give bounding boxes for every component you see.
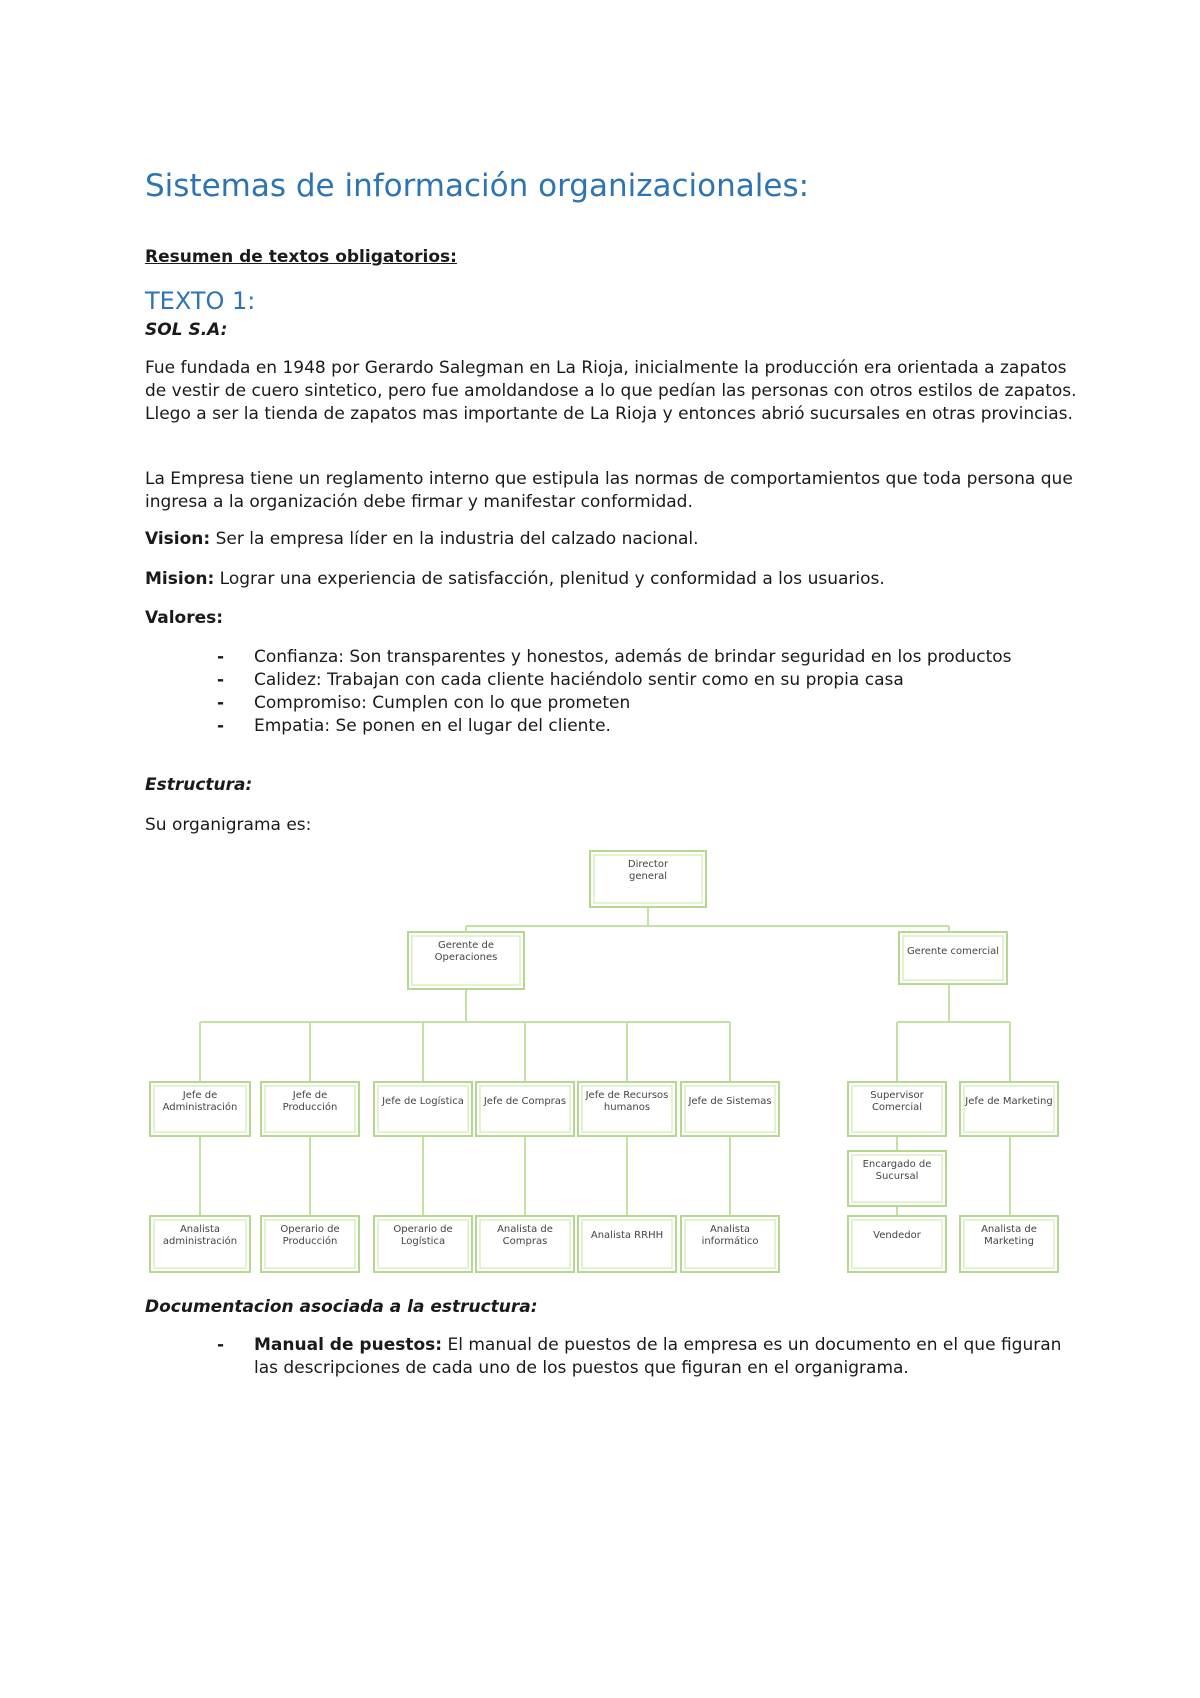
org-node-label: Producción — [282, 1102, 338, 1113]
org-box — [681, 1082, 779, 1136]
documentacion-list — [145, 1334, 1080, 1380]
org-node-label: Encargado de — [862, 1159, 932, 1170]
org-node-operario-logistica — [374, 1216, 472, 1272]
org-node-label: Analista — [709, 1224, 751, 1235]
org-node-label: Director — [627, 859, 669, 870]
org-node-director — [590, 851, 706, 907]
org-node-jefe-rrhh — [578, 1082, 676, 1136]
org-node-label: Gerente de — [437, 940, 495, 951]
paragraph-reglamento: La Empresa tiene un reglamento interno que estipula las normas de comportamientos que toda persona que ingresa a la organización debe firmar y manifestar conformidad. — [145, 469, 1073, 512]
org-node-label: Jefe de Compras — [483, 1096, 567, 1107]
org-node-label: Comercial — [871, 1102, 923, 1113]
mision-label: Mision: — [145, 569, 215, 589]
org-node-supervisor-comercial — [848, 1082, 946, 1136]
org-node-gerente-comercial — [899, 932, 1007, 984]
org-box — [960, 1082, 1058, 1136]
org-node-operario-produccion — [261, 1216, 359, 1272]
subtitle: Resumen de textos obligatorios: — [145, 247, 457, 267]
org-node-label: Jefe de Sistemas — [688, 1096, 772, 1107]
section-heading: TEXTO 1: — [145, 287, 256, 315]
manual-puestos-label: Manual de puestos: — [254, 1335, 443, 1355]
org-node-label: Analista RRHH — [590, 1230, 664, 1241]
org-node-jefe-compras — [476, 1082, 574, 1136]
org-node-jefe-administracion — [150, 1082, 250, 1136]
org-node-vendedor — [848, 1216, 946, 1272]
valores-label: Valores: — [145, 608, 224, 628]
company-name: SOL S.A: — [145, 320, 228, 340]
org-node-label: humanos — [603, 1102, 651, 1113]
org-node-label: Logística — [400, 1236, 446, 1247]
org-node-label: Operario de — [393, 1224, 453, 1235]
mision-text: Lograr una experiencia de satisfacción, plenitud y conformidad a los usuarios. — [214, 569, 885, 589]
org-node-gerente-operaciones — [408, 932, 524, 989]
org-node-encargado-sucursal — [848, 1151, 946, 1206]
manual-puestos-text: El manual de puestos de la empresa es un documento en el que figuran las descripciones de cada uno de los puestos que figuran en el organigrama. — [254, 1335, 1062, 1378]
org-node-label: administración — [162, 1236, 238, 1247]
org-node-label: Administración — [162, 1102, 238, 1113]
org-node-analista-compras — [476, 1216, 574, 1272]
org-node-label: Producción — [282, 1236, 338, 1247]
org-node-jefe-marketing — [960, 1082, 1058, 1136]
list-item: - Calidez: Trabajan con cada cliente haciéndolo sentir como en su propia casa — [217, 670, 904, 690]
vision-label: Vision: — [145, 529, 211, 549]
list-item: - Confianza: Son transparentes y honestos, además de brindar seguridad en los productos — [217, 647, 1012, 667]
list-item: - Manual de puestos: El manual de puestos de la empresa es un documento en el que figuran las descripciones de cada uno de los puestos que figuran en el organigrama. — [217, 1335, 1062, 1378]
org-node-analista-informatico — [681, 1216, 779, 1272]
org-node-label: Jefe de Recursos — [585, 1090, 669, 1101]
org-node-label: Jefe de Marketing — [965, 1096, 1053, 1107]
org-box — [848, 1216, 946, 1272]
org-node-analista-marketing — [960, 1216, 1058, 1272]
org-box — [476, 1082, 574, 1136]
document-title: Sistemas de información organizacionales: — [145, 168, 810, 204]
org-node-label: Jefe de — [182, 1090, 218, 1101]
organigrama-intro: Su organigrama es: — [145, 815, 312, 835]
vision-text: Ser la empresa líder en la industria del calzado nacional. — [210, 529, 699, 549]
org-node-label: Analista de — [497, 1224, 553, 1235]
org-node-label: Sucursal — [875, 1171, 919, 1182]
paragraph-history: Fue fundada en 1948 por Gerardo Salegman en La Rioja, inicialmente la producción era orientada a zapatos de vestir de cuero sintetico, pero fue amoldandose a lo que pedían las personas con otros estilos de zapatos. Llego a ser la tienda de zapatos mas importante de La Rioja y entonces abrió sucursales en otras provincias. — [145, 358, 1077, 424]
org-node-label: Operaciones — [434, 952, 498, 963]
org-boxes — [150, 851, 1058, 1272]
org-node-label: Jefe de Logística — [382, 1096, 464, 1107]
org-node-jefe-sistemas — [681, 1082, 779, 1136]
org-node-label: general — [628, 871, 668, 882]
org-node-jefe-logistica — [374, 1082, 472, 1136]
org-node-label: Compras — [502, 1236, 548, 1247]
org-node-label: Operario de — [280, 1224, 340, 1235]
org-node-analista-rrhh — [578, 1216, 676, 1272]
org-node-label: Marketing — [984, 1236, 1034, 1247]
org-node-label: Gerente comercial — [906, 946, 1000, 957]
org-box — [578, 1216, 676, 1272]
org-node-label: Vendedor — [873, 1230, 921, 1241]
org-box — [374, 1082, 472, 1136]
org-node-jefe-produccion — [261, 1082, 359, 1136]
org-node-label: Analista — [179, 1224, 221, 1235]
documentacion-label: Documentacion asociada a la estructura: — [145, 1297, 538, 1317]
list-item: - Empatia: Se ponen en el lugar del cliente. — [217, 716, 611, 736]
org-node-analista-administracion — [150, 1216, 250, 1272]
org-box — [899, 932, 1007, 984]
org-node-label: Supervisor — [870, 1090, 924, 1101]
list-item: - Compromiso: Cumplen con lo que prometen — [217, 693, 631, 713]
estructura-label: Estructura: — [145, 775, 253, 795]
org-node-label: informático — [701, 1236, 759, 1247]
org-node-label: Jefe de — [292, 1090, 328, 1101]
org-node-label: Analista de — [981, 1224, 1037, 1235]
